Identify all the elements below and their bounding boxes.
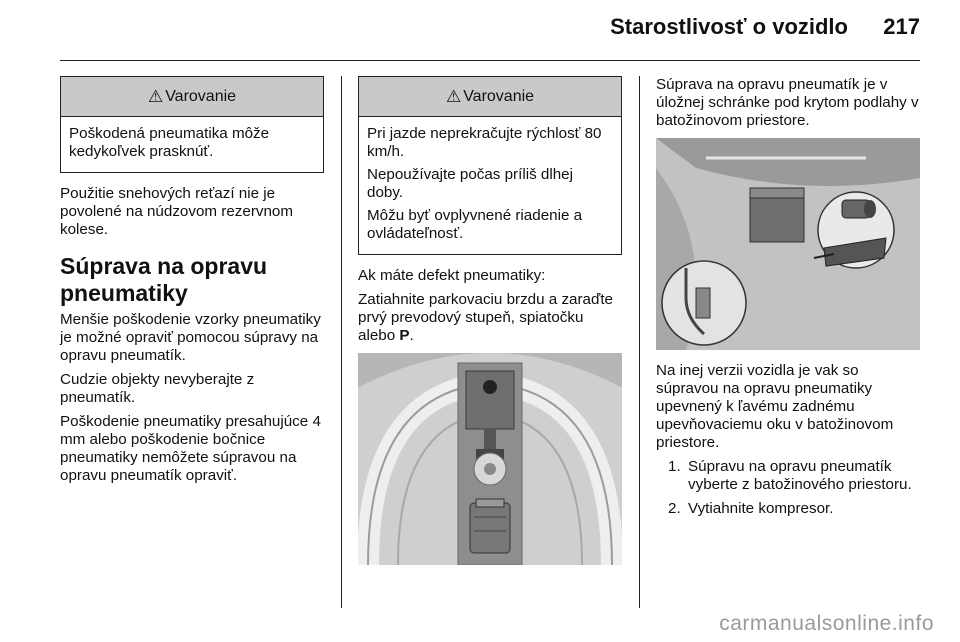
list-item xyxy=(668,500,920,518)
step-text: Súpravu na opravu pneumatík vyberte z batožinového priestoru. xyxy=(688,458,912,493)
paragraph: Ak máte defekt pneumatiky: xyxy=(358,267,546,284)
warning-header xyxy=(61,77,323,117)
paragraph: Súprava na opravu pneumatík je v úložnej schránke pod krytom podlahy v batožinovom priestore. xyxy=(656,76,919,129)
step-number: 1. xyxy=(668,458,681,475)
paragraph: Poškodenie pneumatiky presahujúce 4 mm alebo poškodenie bočnice pneumatiky nemôžete súpravou na opravu pneumatík opraviť. xyxy=(60,413,321,484)
paragraph: Cudzie objekty nevyberajte z pneumatík. xyxy=(60,371,255,406)
paragraph xyxy=(358,291,624,345)
column-left xyxy=(60,76,326,491)
step-list xyxy=(656,458,920,518)
warning-line: Pri jazde neprekračujte rýchlosť 80 km/h. xyxy=(367,125,602,160)
warning-triangle-icon: ⚠ xyxy=(147,86,164,106)
header-rule xyxy=(60,60,920,61)
column-middle xyxy=(358,76,624,565)
column-divider xyxy=(341,76,342,608)
warning-triangle-icon: ⚠ xyxy=(445,86,462,106)
warning-line: Môžu byť ovplyvnené riadenie a ovládateľnosť. xyxy=(367,207,583,242)
warning-label: Varovanie xyxy=(463,87,535,105)
column-divider xyxy=(639,76,640,608)
warning-body xyxy=(359,117,621,254)
warning-line: Nepoužívajte počas príliš dlhej doby. xyxy=(367,166,573,201)
paragraph: Na inej verzii vozidla je vak so súpravou na opravu pneumatiky upevnený k ľavému zadnému upevňovaciemu oku v batožinovom priestore. xyxy=(656,362,894,451)
paragraph-end: . xyxy=(409,327,414,344)
warning-header xyxy=(359,77,621,117)
step-text: Vytiahnite kompresor. xyxy=(688,500,834,517)
spare-well-illustration xyxy=(358,353,622,565)
gear-p-symbol: P xyxy=(399,327,410,344)
paragraph: Menšie poškodenie vzorky pneumatiky je možné opraviť pomocou súpravy na opravu pneumatík. xyxy=(60,311,321,364)
warning-box xyxy=(358,76,622,255)
trunk-illustration xyxy=(656,138,920,350)
section-title: Súprava na opravu pneumatiky xyxy=(60,253,268,306)
warning-label: Varovanie xyxy=(165,87,237,105)
page-number: 217 xyxy=(883,14,920,39)
list-item xyxy=(668,458,920,494)
paragraph: Použitie snehových reťazí nie je povolené na núdzovom rezervnom kolese. xyxy=(60,185,294,238)
warning-body xyxy=(61,117,323,172)
warning-box xyxy=(60,76,324,173)
warning-text: Poškodená pneumatika môže kedykoľvek prasknúť. xyxy=(69,125,270,160)
running-header-title: Starostlivosť o vozidlo xyxy=(610,14,848,39)
step-number: 2. xyxy=(668,500,681,517)
paragraph-text: Zatiahnite parkovaciu brzdu a zaraďte prvý prevodový stupeň, spiatočku alebo xyxy=(358,291,614,344)
column-right xyxy=(656,76,920,524)
watermark: carmanualsonline.info xyxy=(719,612,934,635)
